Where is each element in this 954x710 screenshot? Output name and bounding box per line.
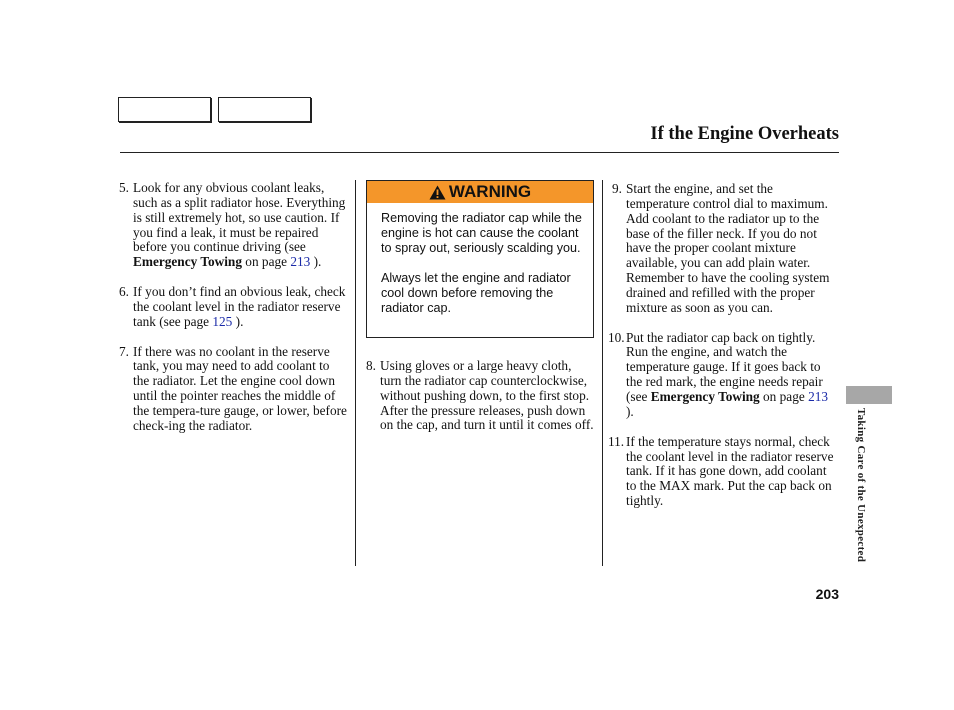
page-link-213[interactable]: 213 (808, 388, 829, 404)
warning-header (367, 181, 593, 203)
item-number: 8. (366, 358, 376, 373)
item-number: 5. (119, 180, 129, 195)
item-text: If the temperature stays normal, check the coolant level in the radiator reserve tank. If it has gone down, add coolant to the MAX mark. Put the cap back on tightly. (626, 433, 834, 509)
item-text: ). (626, 403, 634, 419)
warning-paragraph-1: Removing the radiator cap while the engine is hot can cause the coolant to spray out, seriously scalding you. (381, 211, 582, 255)
item-text: Put the radiator cap back on tightly. Run the engine, and watch the temperature gauge. If it goes back to the red mark, the engine needs repair (see (626, 329, 823, 404)
page-link-213[interactable]: 213 (290, 254, 311, 270)
list-item-5 (119, 181, 349, 270)
title-rule (120, 152, 839, 153)
middle-column (366, 359, 594, 433)
warning-box (366, 180, 594, 338)
item-text: ). (310, 254, 322, 270)
list-item-8 (366, 359, 594, 433)
list-item-10 (608, 329, 836, 420)
left-column (119, 181, 349, 434)
section-tab (846, 386, 892, 404)
item-text: Start the engine, and set the temperature control dial to maximum. Add coolant to the radiator up to the base of the filler neck. If you do not have the proper coolant mixture available, you can add plain water. Remember to have the cooling system drained and refilled with the proper mixture as soon as you can. (626, 181, 830, 315)
warning-triangle-icon (429, 185, 446, 200)
link-emergency-towing[interactable]: Emergency Towing (133, 254, 242, 270)
section-label: Taking Care of the Unexpected (855, 408, 867, 563)
item-text: on page (759, 388, 809, 404)
column-divider-right (602, 180, 603, 566)
item-number: 7. (119, 343, 129, 359)
item-text: Using gloves or a large heavy cloth, turn the radiator cap counterclockwise, without pushing down, to the first stop. After the pressure releases, push down on the cap, and turn it until it comes off. (380, 358, 594, 433)
warning-text (367, 203, 593, 315)
list-item-6 (119, 285, 349, 330)
page-link-125[interactable]: 125 (212, 313, 233, 329)
warning-label: WARNING (448, 182, 532, 201)
link-emergency-towing[interactable]: Emergency Towing (650, 388, 760, 404)
column-divider-left (355, 180, 356, 566)
item-number: 9. (612, 181, 622, 196)
nav-button-next[interactable] (218, 97, 311, 122)
item-number: 10. (608, 329, 625, 345)
item-number: 11. (608, 433, 625, 449)
list-item-11 (608, 433, 836, 509)
page-title: If the Engine Overheats (650, 124, 839, 144)
item-text: on page (241, 254, 291, 270)
item-text: If there was no coolant in the reserve tank, you may need to add coolant to the radiator. Let the engine cool down until the pointer reaches the middle of the tempera-ture gauge, or lower, before check-ing the radiator. (133, 343, 347, 433)
item-number: 6. (119, 284, 129, 300)
page-number: 203 (815, 586, 839, 602)
warning-paragraph-2: Always let the engine and radiator cool down before removing the radiator cap. (381, 270, 571, 315)
item-text: If you don’t find an obvious leak, check the coolant level in the radiator reserve tank (see page (133, 284, 346, 329)
list-item-9 (612, 182, 836, 316)
nav-button-previous[interactable] (118, 97, 211, 122)
item-text: ). (232, 313, 244, 329)
list-item-7 (119, 345, 349, 434)
right-column (608, 181, 836, 509)
item-text: Look for any obvious coolant leaks, such as a split radiator hose. Everything is still extremely hot, so use caution. If you find a leak, it must be repaired before you continue driving (see (133, 180, 346, 255)
